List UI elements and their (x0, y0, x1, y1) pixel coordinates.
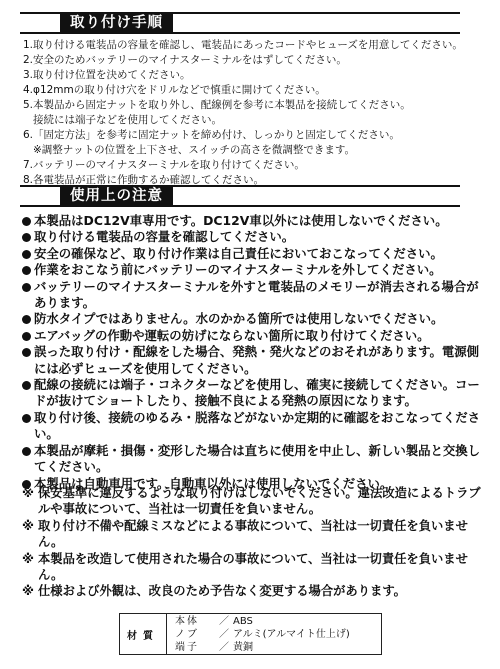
bullet-icon (22, 414, 31, 423)
install-step: 6.「固定方法」を参考に固定ナットを締め付け、しっかりと固定してください。 (23, 129, 400, 141)
note-mark: ※ (22, 551, 34, 566)
note-item (22, 551, 484, 584)
bullet-icon (22, 266, 31, 275)
bullet-icon (22, 315, 31, 324)
install-step: 3.取り付け位置を決めてください。 (23, 69, 191, 81)
material-value: ABS (233, 616, 253, 627)
note-item (22, 485, 484, 518)
caution-item (22, 213, 484, 229)
caution-item (22, 344, 484, 377)
material-part: 端子 (175, 642, 199, 653)
install-title: 取り付け手順 (60, 13, 173, 33)
caution-text: 本製品はDC12V車専用です。DC12V車以外には使用しないでください。 (34, 213, 448, 228)
bullet-icon (22, 381, 31, 390)
bullet-icon (22, 217, 31, 226)
install-step: 7.バッテリーのマイナスターミナルを取り付けてください。 (23, 159, 305, 171)
caution-list (22, 213, 484, 492)
note-mark: ※ (22, 584, 34, 599)
caution-text: 作業をおこなう前にバッテリーのマイナスターミナルを外してください。 (34, 262, 442, 278)
install-step: 8.各電装品が正常に作動するか確認してください。 (23, 174, 265, 186)
material-row (175, 628, 381, 641)
caution-item (22, 311, 484, 327)
caution-item (22, 229, 484, 245)
caution-text: バッテリーのマイナスターミナルを外すと電装品のメモリーが消去される場合があります。 (34, 278, 479, 311)
material-table (119, 613, 382, 655)
caution-text: 取り付ける電装品の容量を確認してください。 (34, 229, 295, 245)
material-separator: ／ (219, 642, 229, 653)
install-step: 2.安全のためバッテリーのマイナスターミナルをはずしてください。 (23, 54, 347, 66)
material-part: ノブ (175, 629, 199, 640)
install-step-note: ※調整ナットの位置を上下させ、スイッチの高さを微調整できます。 (33, 144, 356, 156)
material-rows (167, 614, 381, 654)
material-separator: ／ (219, 616, 229, 627)
caution-item (22, 246, 484, 262)
note-text: 仕様および外観は、改良のため予告なく変更する場合があります。 (38, 584, 406, 599)
material-part: 本体 (175, 616, 199, 627)
material-value: アルミ(アルマイト仕上げ) (233, 629, 350, 640)
install-step: 4.φ12mmの取り付け穴をドリルなどで慎重に開けてください。 (23, 84, 326, 96)
caution-item (22, 377, 484, 410)
material-value: 黄銅 (233, 642, 253, 653)
caution-item (22, 443, 484, 476)
note-text: 取り付け不備や配線ミスなどによる事故について、当社は一切責任を負いません。 (38, 518, 468, 550)
caution-item (22, 328, 484, 344)
install-step: 5.本製品から固定ナットを取り外し、配線例を参考に本製品を接続してください。 (23, 99, 411, 111)
bullet-icon (22, 447, 31, 456)
caution-text: 防水タイプではありません。水のかかる箇所では使用しないでください。 (34, 311, 444, 327)
caution-text: 安全の確保など、取り付け作業は自己責任においておこなってください。 (34, 245, 443, 261)
bullet-icon (22, 233, 31, 242)
note-mark: ※ (22, 518, 34, 533)
note-item (22, 583, 484, 599)
disclaimer-notes (22, 485, 484, 600)
bullet-icon (22, 250, 31, 259)
note-text: 保安基準に違反するような取り付けはしないでください。違法改造によるトラブルや事故について、当社は一切責任を負いません。 (38, 486, 481, 517)
caution-text: エアバッグの作動や運転の妨げにならない箇所に取り付けてください。 (34, 327, 430, 343)
caution-text: 配線の接続には端子・コネクターなどを使用し、確実に接続してください。コードが抜けてショートしたり、接触不良による発熱の原因になります。 (34, 377, 480, 409)
caution-text: 誤った取り付け・配線をした場合、発熱・発火などのおそれがあります。電源側には必ずヒューズを使用してください。 (34, 344, 480, 376)
caution-item (22, 410, 484, 443)
bullet-icon (22, 283, 31, 292)
install-step-note: 接続には端子などを使用してください。 (33, 114, 222, 126)
material-row (175, 641, 381, 654)
material-row (175, 615, 381, 628)
caution-item (22, 262, 484, 278)
bullet-icon (22, 332, 31, 341)
caution-text: 本製品が摩耗・損傷・変形した場合は直ちに使用を中止し、新しい製品と交換してください。 (34, 442, 481, 475)
material-separator: ／ (219, 629, 229, 640)
caution-text: 本製品は自動車用です。自動車以外には使用しないでください。 (34, 475, 393, 491)
note-item (22, 518, 484, 551)
caution-text: 取り付け後、接続のゆるみ・脱落などがないか定期的に確認をおこなってください。 (34, 409, 481, 442)
caution-title: 使用上の注意 (60, 186, 173, 206)
caution-section-header (20, 185, 460, 207)
material-head: 材質 (120, 614, 167, 654)
install-steps (23, 38, 485, 188)
install-step: 1.取り付ける電装品の容量を確認し、電装品にあったコードやヒューズを用意してください。 (23, 39, 463, 51)
install-section-header (20, 12, 460, 34)
note-mark: ※ (22, 486, 34, 500)
bullet-icon (22, 348, 31, 357)
caution-item (22, 279, 484, 312)
note-text: 本製品を改造して使用された場合の事故について、当社は一切責任を負いません。 (38, 551, 468, 583)
